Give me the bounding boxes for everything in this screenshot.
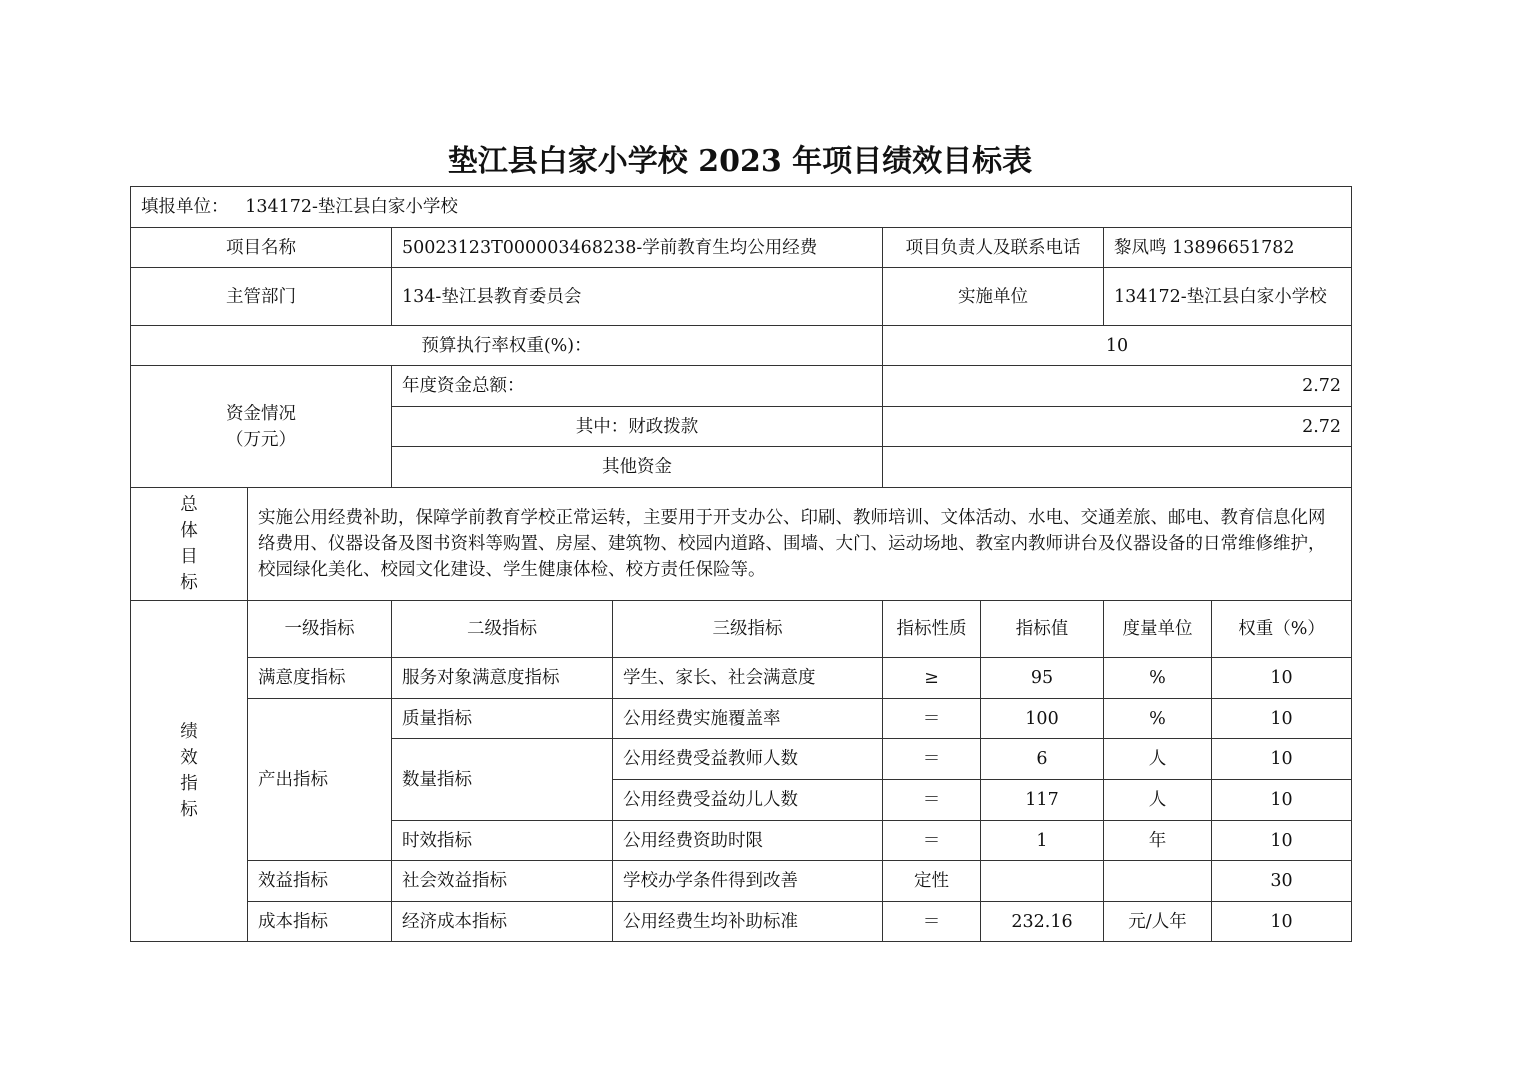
level1-cell: 满意度指标 [248,658,392,699]
overall-goal-text: 实施公用经费补助，保障学前教育学校正常运转，主要用于开支办公、印刷、教师培训、文体活动、水电、交通差旅、邮电、教育信息化网络费用、仪器设备及图书资料等购置、房屋、建筑物、校园内道路、围墙、大门、运动场地、教室内教师讲台及仪器设备的日常维修维护，校园绿化美化、校园文化建设、学生健康体检、校方责任保险等。 [248,488,1352,601]
value-cell: 117 [981,780,1104,821]
fill-unit-row [131,187,1352,228]
funds-label [131,366,392,488]
indicators-label-char: 绩 [180,722,198,742]
indicators-label [131,601,248,942]
unit-cell [1104,861,1212,902]
document-title: 垫江县白家小学校 2023 年项目绩效目标表 [447,144,1033,179]
level3-cell: 公用经费资助时限 [613,821,883,861]
level1-cell: 成本指标 [248,902,392,942]
fill-unit-value: 134172-垫江县白家小学校 [245,197,458,217]
level1-cell: 产出指标 [248,699,392,861]
funds-total-value: 2.72 [883,366,1352,407]
performance-table-body [131,187,1352,942]
value-cell: 232.16 [981,902,1104,942]
table-row [131,861,1352,902]
level2-cell: 质量指标 [392,699,613,739]
nature-cell: 定性 [883,861,981,902]
performance-table [130,186,1352,942]
nature-cell: ＝ [883,699,981,739]
level2-cell: 服务对象满意度指标 [392,658,613,699]
unit-cell: 元/人年 [1104,902,1212,942]
level2-cell: 经济成本指标 [392,902,613,942]
weight-cell: 30 [1212,861,1352,902]
fill-unit-cell [131,187,1352,228]
table-row [131,699,1352,739]
level3-cell: 学校办学条件得到改善 [613,861,883,902]
overall-goal-label-char: 总 [180,495,198,515]
level1-cell: 效益指标 [248,861,392,902]
table-row [131,902,1352,942]
header-level1: 一级指标 [248,601,392,658]
nature-cell: ＝ [883,739,981,780]
budget-weight-row [131,326,1352,366]
level3-cell: 公用经费受益教师人数 [613,739,883,780]
funds-label-line1: 资金情况 [226,403,296,424]
department-label: 主管部门 [131,268,392,326]
weight-cell: 10 [1212,780,1352,821]
weight-cell: 10 [1212,699,1352,739]
project-leader-label: 项目负责人及联系电话 [883,228,1104,268]
value-cell [981,861,1104,902]
header-unit: 度量单位 [1104,601,1212,658]
unit-cell: 人 [1104,739,1212,780]
funds-fiscal-value: 2.72 [883,407,1352,447]
unit-cell: % [1104,658,1212,699]
indicator-header-row [131,601,1352,658]
overall-goal-label-char: 体 [180,521,198,541]
level2-cell: 数量指标 [392,739,613,821]
project-name-value: 50023123T000003468238-学前教育生均公用经费 [392,228,883,268]
overall-goal-label-char: 目 [180,547,198,567]
level3-cell: 公用经费实施覆盖率 [613,699,883,739]
weight-cell: 10 [1212,658,1352,699]
value-cell: 1 [981,821,1104,861]
nature-cell: ≥ [883,658,981,699]
overall-goal-row [131,488,1352,601]
level2-cell: 时效指标 [392,821,613,861]
budget-weight-value: 10 [883,326,1352,366]
value-cell: 6 [981,739,1104,780]
implementing-unit-label: 实施单位 [883,268,1104,326]
overall-goal-label-char: 标 [180,573,198,593]
funds-other-value [883,447,1352,488]
header-level3: 三级指标 [613,601,883,658]
funds-other-label: 其他资金 [392,447,883,488]
unit-cell: % [1104,699,1212,739]
weight-cell: 10 [1212,902,1352,942]
indicators-label-char: 标 [180,800,198,820]
budget-weight-label: 预算执行率权重(%)： [131,326,883,366]
implementing-unit-value: 134172-垫江县白家小学校 [1104,268,1352,326]
header-weight: 权重（%） [1212,601,1352,658]
funds-total-label: 年度资金总额： [392,366,883,407]
overall-goal-label [131,488,248,601]
funds-label-line2: （万元） [226,429,296,450]
unit-cell: 人 [1104,780,1212,821]
indicators-label-char: 效 [180,748,198,768]
table-row [131,658,1352,699]
project-name-row [131,228,1352,268]
value-cell: 95 [981,658,1104,699]
level3-cell: 公用经费受益幼儿人数 [613,780,883,821]
project-name-label: 项目名称 [131,228,392,268]
fill-unit-label: 填报单位： [141,197,229,217]
funds-fiscal-label: 其中：财政拨款 [392,407,883,447]
header-value: 指标值 [981,601,1104,658]
nature-cell: ＝ [883,902,981,942]
header-level2: 二级指标 [392,601,613,658]
project-leader-value: 黎凤鸣 13896651782 [1104,228,1352,268]
level3-cell: 公用经费生均补助标准 [613,902,883,942]
level2-cell: 社会效益指标 [392,861,613,902]
nature-cell: ＝ [883,780,981,821]
weight-cell: 10 [1212,739,1352,780]
nature-cell: ＝ [883,821,981,861]
department-value: 134-垫江县教育委员会 [392,268,883,326]
value-cell: 100 [981,699,1104,739]
funds-total-row [131,366,1352,407]
department-row [131,268,1352,326]
unit-cell: 年 [1104,821,1212,861]
header-nature: 指标性质 [883,601,981,658]
level3-cell: 学生、家长、社会满意度 [613,658,883,699]
indicators-label-char: 指 [180,774,198,794]
weight-cell: 10 [1212,821,1352,861]
